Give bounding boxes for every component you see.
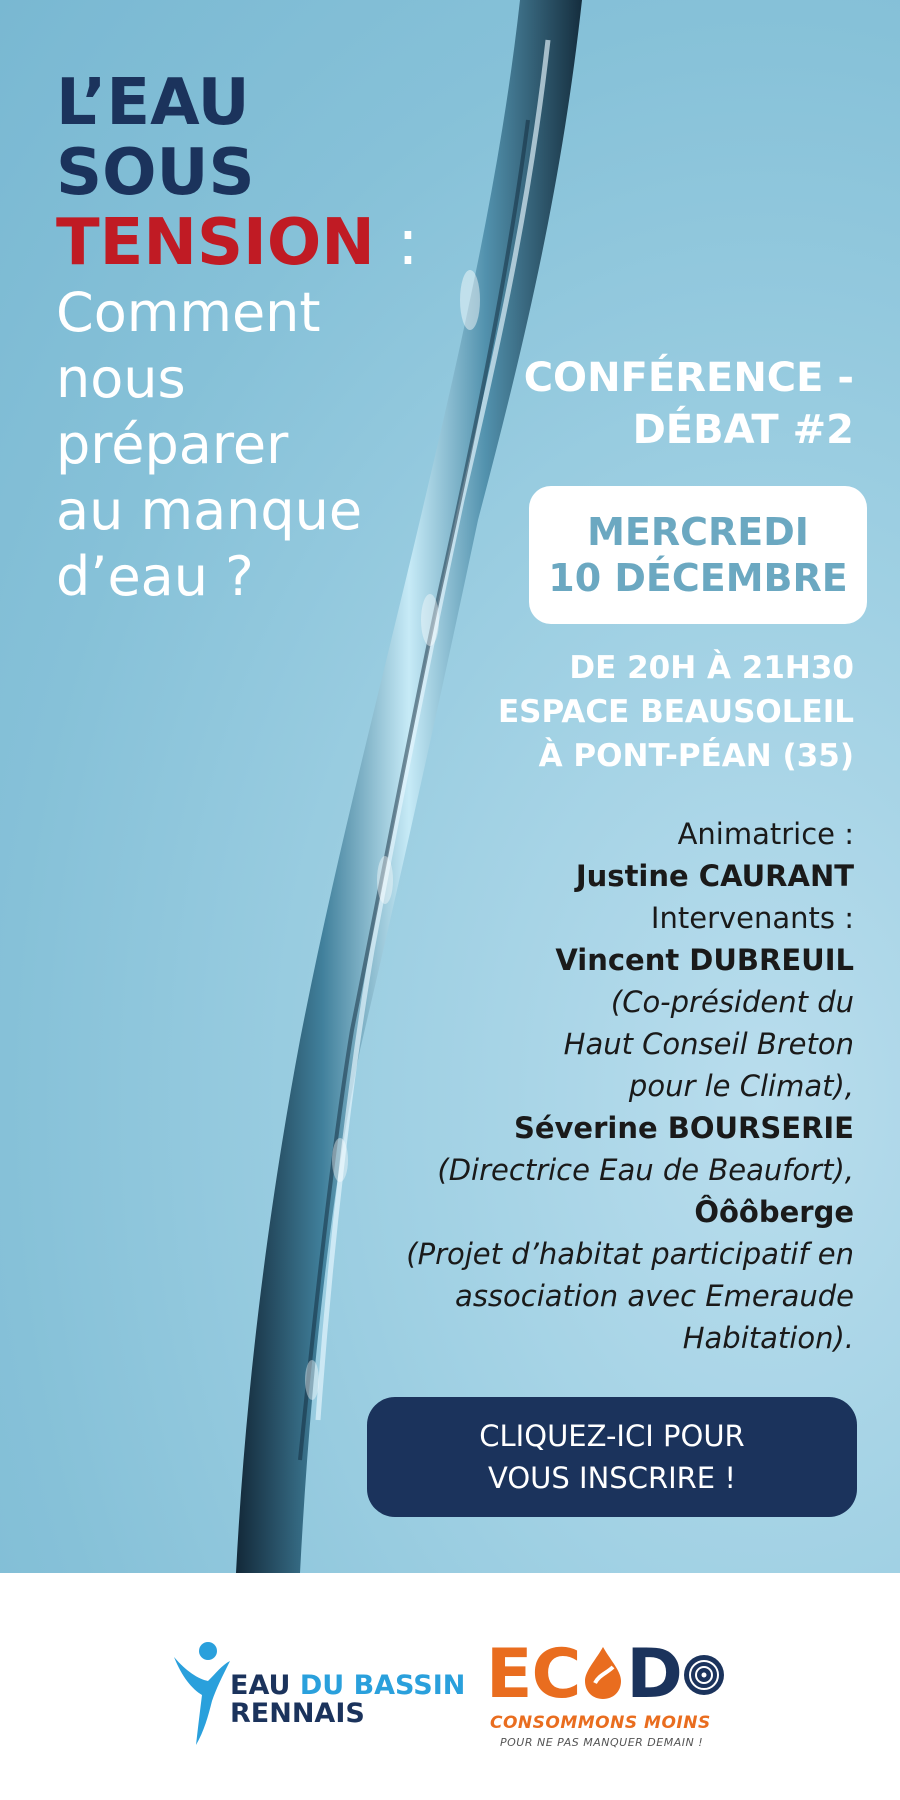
ecodo-wordmark [486, 1635, 726, 1714]
register-button[interactable] [367, 1397, 857, 1517]
headline-sub-2: nous [56, 347, 186, 410]
speaker-3-name: Ôôôberge [694, 1195, 854, 1229]
headline-sub-3: préparer [56, 413, 289, 476]
headline [56, 68, 436, 610]
ebr-line-2: RENNAIS [230, 1698, 365, 1729]
footer-logos [0, 1573, 900, 1800]
event-place: À PONT-PÉAN (35) [538, 738, 854, 774]
headline-line-3 [56, 208, 436, 278]
speaker-1-name: Vincent DUBREUIL [555, 943, 854, 977]
ecodo-d: D [626, 1635, 682, 1714]
event-type [524, 352, 854, 456]
headline-line-1: L’EAU [56, 66, 250, 140]
event-date-line-2: 10 DÉCEMBRE [548, 556, 848, 600]
headline-sub-5: d’eau ? [56, 545, 254, 608]
headline-tension: TENSION [56, 206, 375, 280]
register-button-line-2: VOUS INSCRIRE ! [488, 1461, 736, 1495]
speaker-1-role-1: (Co-président du [610, 985, 854, 1019]
event-info [498, 646, 854, 778]
event-date-line-1: MERCREDI [587, 510, 809, 554]
event-venue: ESPACE BEAUSOLEIL [497, 694, 854, 730]
speakers-list [406, 813, 854, 1359]
ecodo-tagline-1: CONSOMMONS MOINS [490, 1713, 711, 1733]
speaker-3-role-3: Habitation). [682, 1321, 854, 1355]
fingerprint-icon [682, 1645, 726, 1701]
headline-colon: : [397, 206, 419, 280]
event-time: DE 20H À 21H30 [569, 650, 854, 686]
eau-du-bassin-rennais-logo [172, 1637, 466, 1747]
speaker-1-role-3: pour le Climat), [628, 1069, 854, 1103]
speaker-1-role-2: Haut Conseil Breton [563, 1027, 854, 1061]
event-type-line-1: CONFÉRENCE - [523, 355, 854, 401]
ebr-eau: EAU [230, 1670, 300, 1701]
speaker-3-role-2: association avec Emeraude [455, 1279, 854, 1313]
speaker-2-name: Séverine BOURSERIE [513, 1111, 854, 1145]
speaker-3-role-1: (Projet d’habitat participatif en [406, 1237, 854, 1271]
host-name: Justine CAURANT [575, 859, 854, 893]
water-drop-icon [581, 1645, 625, 1701]
headline-sub-4: au manque [56, 479, 363, 542]
speaker-2-role: (Directrice Eau de Beaufort), [437, 1153, 854, 1187]
event-type-line-2: DÉBAT #2 [632, 407, 854, 453]
headline-line-2: SOUS [56, 136, 255, 210]
ecodo-logo [486, 1635, 726, 1751]
headline-sub-1: Comment [56, 281, 321, 344]
panel-label: Intervenants : [650, 901, 854, 935]
ecodo-tagline-2: POUR NE PAS MANQUER DEMAIN ! [500, 1736, 704, 1749]
ecodo-ec: EC [486, 1635, 581, 1714]
ebr-du-bassin: DU BASSIN [299, 1670, 466, 1701]
runner-figure-icon [172, 1637, 232, 1747]
ebr-line-1 [230, 1671, 465, 1701]
event-date-box [529, 486, 867, 624]
host-label: Animatrice : [677, 817, 854, 851]
register-button-line-1: CLIQUEZ-ICI POUR [479, 1419, 745, 1453]
